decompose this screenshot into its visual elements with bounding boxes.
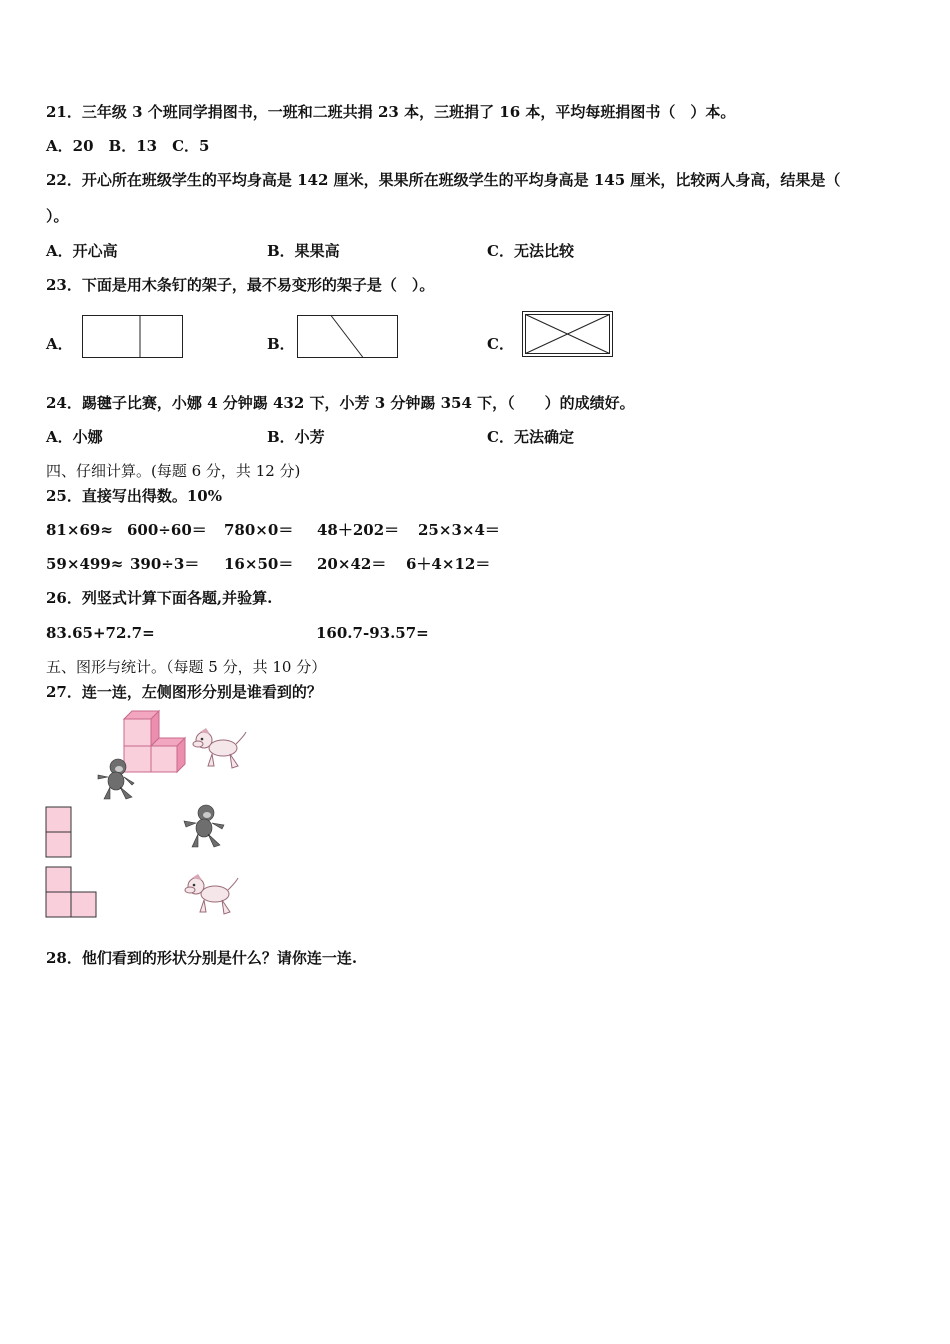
q22-option-c: C．无法比较 (487, 242, 574, 260)
q24-option-c: C．无法确定 (487, 428, 574, 446)
frame-c-figure (522, 311, 614, 358)
frame-a-figure (82, 315, 184, 359)
q23-option-b: B． (267, 335, 295, 353)
q25-r1-c5: 25×3×4＝ (418, 521, 500, 539)
q25-r1-c4: 48＋202＝ (317, 521, 400, 539)
section-4-title: 四、仔细计算。(每题 6 分，共 12 分) (46, 462, 301, 480)
q28-text: 28．他们看到的形状分别是什么？请你连一连. (46, 949, 358, 967)
monkey-icon-2 (182, 803, 226, 849)
q22-option-a: A．开心高 (46, 242, 118, 260)
dog-icon-2 (182, 872, 240, 916)
q25-r2-c1: 59×499≈ (46, 555, 124, 573)
q25-r1-c2: 600÷60＝ (127, 521, 207, 539)
q22-text-line1: 22．开心所在班级学生的平均身高是 142 厘米，果果所在班级学生的平均身高是 145 厘米，比较两人身高，结果是（ (46, 171, 841, 189)
q21-text: 21．三年级 3 个班同学捐图书，一班和二班共捐 23 本，三班捐了 16 本，平均每班捐图书（ ）本。 (46, 103, 736, 121)
q22-text-line2: ）。 (46, 207, 69, 225)
q25-text: 25．直接写出得数。10% (46, 487, 223, 505)
view-two-stack-figure (45, 806, 73, 858)
section-5-title: 五、图形与统计。（每题 5 分，共 10 分） (46, 658, 327, 676)
frame-b-figure (297, 315, 399, 359)
q25-r1-c1: 81×69≈ (46, 521, 113, 539)
q26-item-1: 83.65+72.7= (46, 624, 155, 642)
q21-options: A．20 B．13 C．5 (46, 137, 210, 155)
q24-text: 24．踢毽子比赛，小娜 4 分钟踢 432 下，小芳 3 分钟踢 354 下，（ ）的成绩好。 (46, 394, 635, 412)
q25-r2-c2: 390÷3＝ (130, 555, 200, 573)
q25-r2-c4: 20×42＝ (317, 555, 387, 573)
q26-item-2: 160.7-93.57= (316, 624, 429, 642)
dog-icon (190, 726, 248, 770)
q23-option-a: A． (46, 335, 73, 353)
q25-r2-c5: 6＋4×12＝ (406, 555, 491, 573)
monkey-icon (94, 757, 138, 801)
q24-option-b: B．小芳 (267, 428, 325, 446)
q23-option-c: C． (487, 335, 514, 353)
q25-r1-c3: 780×0＝ (224, 521, 294, 539)
view-l-shape-figure (45, 866, 99, 918)
q26-text: 26．列竖式计算下面各题,并验算. (46, 589, 273, 607)
q25-r2-c3: 16×50＝ (224, 555, 294, 573)
q23-text: 23．下面是用木条钉的架子，最不易变形的架子是（ ）。 (46, 276, 435, 294)
q27-text: 27．连一连，左侧图形分别是谁看到的？ (46, 683, 322, 701)
q24-option-a: A．小娜 (46, 428, 103, 446)
q22-option-b: B．果果高 (267, 242, 340, 260)
